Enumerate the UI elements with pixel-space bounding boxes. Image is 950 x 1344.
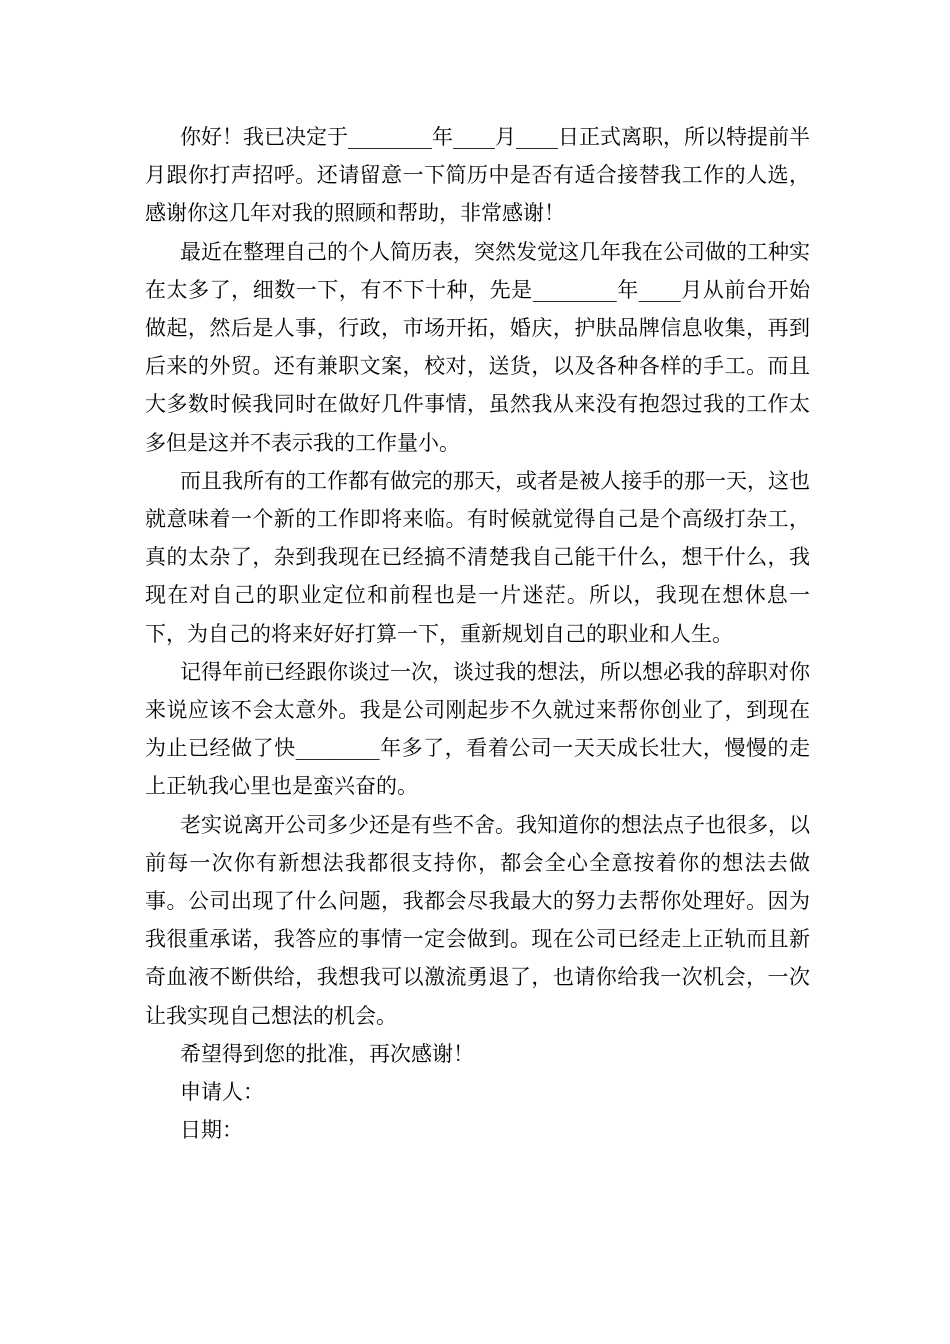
paragraph-previous-talk: 记得年前已经跟你谈过一次，谈过我的想法，所以想必我的辞职对你来说应该不会太意外。我是公司刚起步不久就过来帮你创业了，到现在为止已经做了快________年多了，看着公司一天天成长壮大，慢慢的走上正轨我心里也是蛮兴奋的。	[145, 659, 810, 799]
paragraph-work-history: 最近在整理自己的个人简历表，突然发觉这几年我在公司做的工种实在太多了，细数一下，有不下十种，先是________年____月从前台开始做起，然后是人事，行政，市场开拓，婚庆，护肤品牌信息收集，再到后来的外贸。还有兼职文案，校对，送货，以及各种各样的手工。而且大多数时候我同时在做好几件事情，虽然我从来没有抱怨过我的工作太多但是这并不表示我的工作量小。	[145, 239, 810, 455]
paragraph-career-reflection: 而且我所有的工作都有做完的那天，或者是被人接手的那一天，这也就意味着一个新的工作即将来临。有时候就觉得自己是个高级打杂工，真的太杂了，杂到我现在已经搞不清楚我自己能干什么，想干什么，我现在对自己的职业定位和前程也是一片迷茫。所以，我现在想休息一下，为自己的将来好好打算一下，重新规划自己的职业和人生。	[145, 468, 810, 646]
date-label: 日期：	[180, 1118, 243, 1143]
applicant-label: 申请人：	[180, 1080, 264, 1105]
resignation-letter	[145, 118, 810, 1149]
paragraph-intro: 你好！我已决定于________年____月____日正式离职，所以特提前半月跟你打声招呼。还请留意一下简历中是否有适合接替我工作的人选，感谢你这几年对我的照顾和帮助，非常感谢！	[145, 125, 810, 226]
paragraph-farewell: 老实说离开公司多少还是有些不舍。我知道你的想法点子也很多，以前每一次你有新想法我都很支持你，都会全心全意按着你的想法去做事。公司出现了什么问题，我都会尽我最大的努力去帮你处理好。因为我很重承诺，我答应的事情一定会做到。现在公司已经走上正轨而且新奇血液不断供给，我想我可以激流勇退了，也请你给我一次机会，一次让我实现自己想法的机会。	[145, 812, 810, 1028]
paragraph-closing: 希望得到您的批准，再次感谢！	[180, 1041, 474, 1066]
